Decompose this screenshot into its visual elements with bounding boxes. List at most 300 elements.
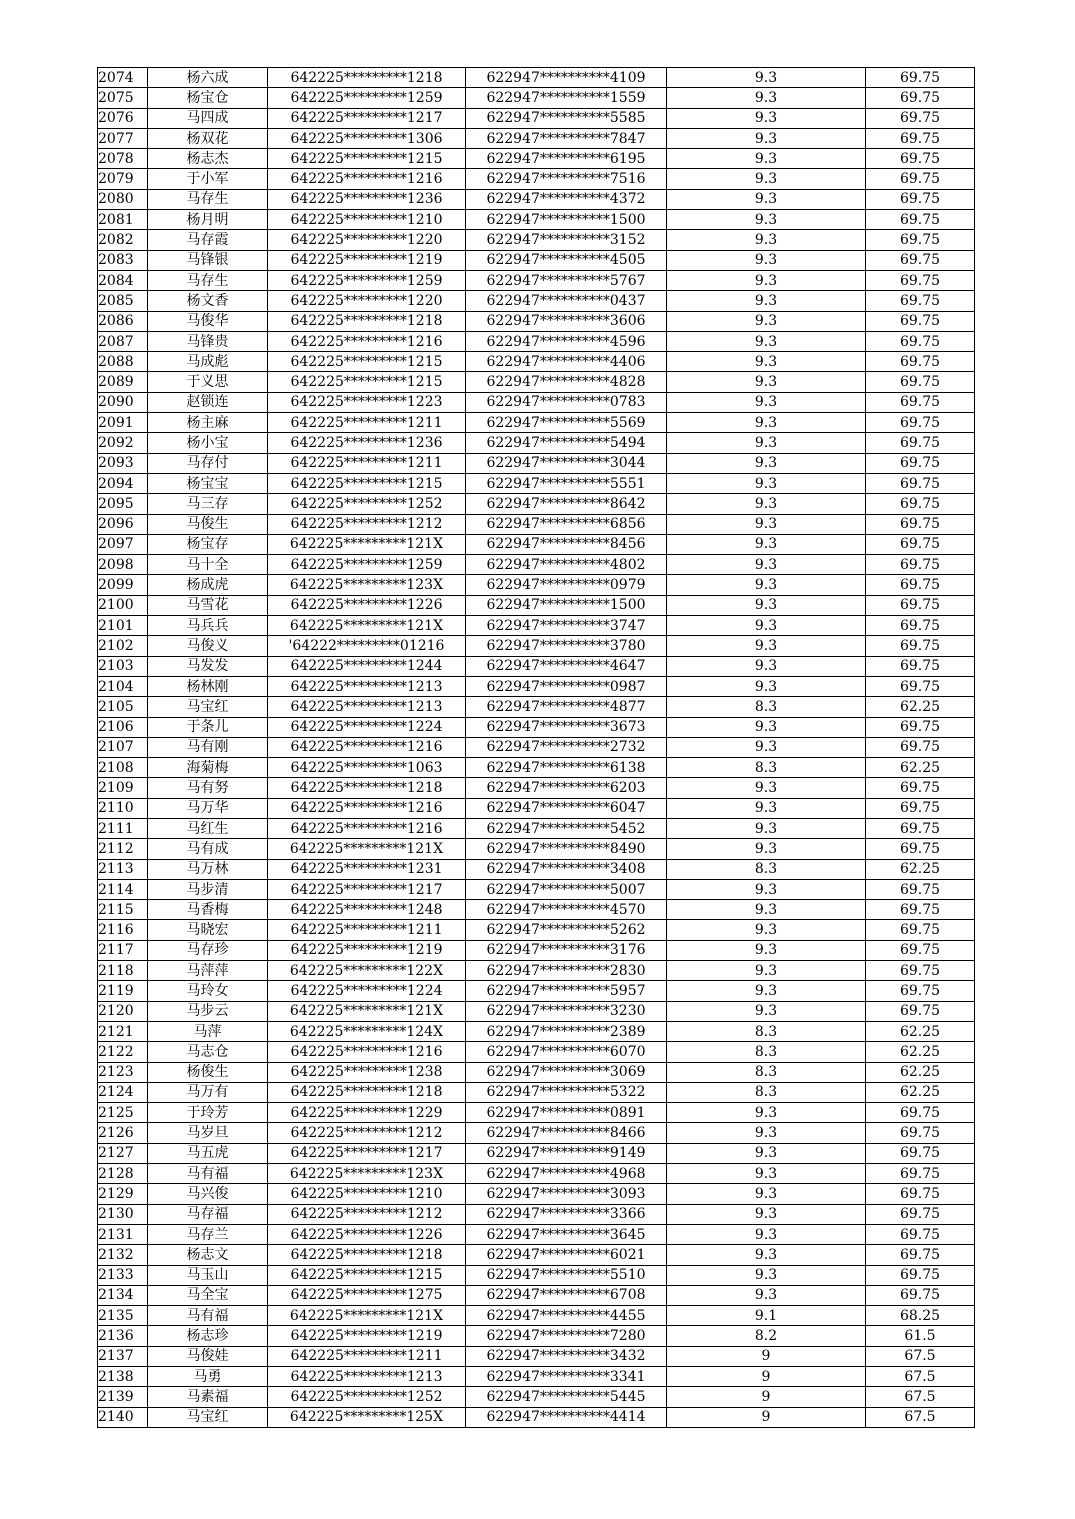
area-value: 9.3 [667,1285,866,1305]
row-number: 2097 [98,534,148,554]
area-value: 8.3 [667,1021,866,1041]
row-number: 2090 [98,392,148,412]
bank-account: 622947**********0437 [466,291,667,311]
table-row [98,859,975,879]
person-name: 马萍萍 [148,961,268,981]
amount-value: 69.75 [866,149,975,169]
person-name: 马晓宏 [148,920,268,940]
row-number: 2103 [98,656,148,676]
id-number: 642225*********1215 [268,352,466,372]
amount-value: 69.75 [866,352,975,372]
amount-value: 61.5 [866,1326,975,1346]
id-number: 642225*********1217 [268,879,466,899]
amount-value: 69.75 [866,920,975,940]
area-value: 9.3 [667,1164,866,1184]
table-row [98,656,975,676]
table-row [98,940,975,960]
table-row [98,961,975,981]
person-name: 杨宝仓 [148,88,268,108]
table-row [98,737,975,757]
bank-account: 622947**********5569 [466,413,667,433]
table-row [98,534,975,554]
person-name: 马存生 [148,270,268,290]
table-row [98,311,975,331]
bank-account: 622947**********6856 [466,514,667,534]
bank-account: 622947**********5767 [466,270,667,290]
id-number: 642225*********123X [268,1164,466,1184]
bank-account: 622947**********8642 [466,494,667,514]
person-name: 杨主麻 [148,413,268,433]
amount-value: 69.75 [866,1204,975,1224]
table-row [98,1164,975,1184]
amount-value: 69.75 [866,169,975,189]
bank-account: 622947**********5494 [466,433,667,453]
table-row [98,1184,975,1204]
table-row [98,1042,975,1062]
table-row [98,270,975,290]
bank-account: 622947**********0979 [466,575,667,595]
table-row [98,128,975,148]
table-row [98,636,975,656]
table-row [98,717,975,737]
person-name: 马存霞 [148,230,268,250]
table-row [98,1285,975,1305]
area-value: 9.3 [667,1245,866,1265]
bank-account: 622947**********6203 [466,778,667,798]
row-number: 2087 [98,331,148,351]
area-value: 9.3 [667,1123,866,1143]
person-name: 杨文香 [148,291,268,311]
area-value: 9.3 [667,636,866,656]
row-number: 2105 [98,697,148,717]
amount-value: 69.75 [866,1285,975,1305]
amount-value: 69.75 [866,575,975,595]
area-value: 9.3 [667,372,866,392]
id-number: 642225*********1217 [268,1143,466,1163]
amount-value: 69.75 [866,798,975,818]
id-number: 642225*********1224 [268,981,466,1001]
area-value: 9.3 [667,514,866,534]
bank-account: 622947**********0987 [466,676,667,696]
person-name: 马勇 [148,1367,268,1387]
person-name: 马存珍 [148,940,268,960]
row-number: 2109 [98,778,148,798]
bank-account: 622947**********0783 [466,392,667,412]
person-name: 马有成 [148,839,268,859]
id-number: 642225*********1259 [268,88,466,108]
id-number: 642225*********1231 [268,859,466,879]
amount-value: 69.75 [866,1143,975,1163]
area-value: 9.3 [667,676,866,696]
row-number: 2077 [98,128,148,148]
row-number: 2086 [98,311,148,331]
area-value: 9.3 [667,169,866,189]
bank-account: 622947**********1559 [466,88,667,108]
bank-account: 622947**********5322 [466,1082,667,1102]
row-number: 2075 [98,88,148,108]
amount-value: 69.75 [866,372,975,392]
table-row [98,250,975,270]
amount-value: 69.75 [866,128,975,148]
id-number: 642225*********122X [268,961,466,981]
amount-value: 69.75 [866,311,975,331]
bank-account: 622947**********5585 [466,108,667,128]
id-number: 642225*********1213 [268,697,466,717]
id-number: 642225*********1210 [268,210,466,230]
row-number: 2118 [98,961,148,981]
person-name: 马宝红 [148,697,268,717]
id-number: 642225*********1226 [268,1224,466,1244]
row-number: 2104 [98,676,148,696]
row-number: 2116 [98,920,148,940]
amount-value: 69.75 [866,981,975,1001]
row-number: 2094 [98,473,148,493]
id-number: 642225*********1215 [268,372,466,392]
id-number: 642225*********1306 [268,128,466,148]
bank-account: 622947**********3673 [466,717,667,737]
row-number: 2130 [98,1204,148,1224]
area-value: 9.3 [667,473,866,493]
amount-value: 69.75 [866,88,975,108]
id-number: 642225*********1226 [268,595,466,615]
bank-account: 622947**********2732 [466,737,667,757]
row-number: 2127 [98,1143,148,1163]
row-number: 2085 [98,291,148,311]
amount-value: 62.25 [866,1042,975,1062]
amount-value: 69.75 [866,1184,975,1204]
area-value: 9.3 [667,331,866,351]
id-number: 642225*********1259 [268,555,466,575]
id-number: 642225*********1275 [268,1285,466,1305]
row-number: 2113 [98,859,148,879]
row-number: 2115 [98,900,148,920]
table-row [98,433,975,453]
amount-value: 69.75 [866,1164,975,1184]
id-number: 642225*********1229 [268,1103,466,1123]
id-number: 642225*********1212 [268,514,466,534]
amount-value: 69.75 [866,433,975,453]
bank-account: 622947**********4505 [466,250,667,270]
amount-value: 62.25 [866,1021,975,1041]
person-name: 马俊娃 [148,1346,268,1366]
table-row [98,697,975,717]
row-number: 2128 [98,1164,148,1184]
bank-account: 622947**********6138 [466,758,667,778]
person-name: 马志仓 [148,1042,268,1062]
table-row [98,210,975,230]
person-name: 马锋贵 [148,331,268,351]
id-number: 642225*********1218 [268,1245,466,1265]
area-value: 9.3 [667,1204,866,1224]
amount-value: 69.75 [866,1265,975,1285]
id-number: 642225*********1224 [268,717,466,737]
area-value: 9 [667,1367,866,1387]
amount-value: 69.75 [866,879,975,899]
id-number: 642225*********1236 [268,189,466,209]
row-number: 2123 [98,1062,148,1082]
id-number: 642225*********1217 [268,108,466,128]
area-value: 9.3 [667,717,866,737]
table-row [98,1367,975,1387]
table-row [98,169,975,189]
id-number: 642225*********125X [268,1407,466,1427]
bank-account: 622947**********8456 [466,534,667,554]
area-value: 9.3 [667,352,866,372]
person-name: 马发发 [148,656,268,676]
person-name: 杨月明 [148,210,268,230]
amount-value: 69.75 [866,1103,975,1123]
bank-account: 622947**********4372 [466,189,667,209]
bank-account: 622947**********8490 [466,839,667,859]
amount-value: 69.75 [866,1224,975,1244]
amount-value: 67.5 [866,1407,975,1427]
amount-value: 69.75 [866,900,975,920]
amount-value: 69.75 [866,656,975,676]
amount-value: 69.75 [866,778,975,798]
area-value: 9.3 [667,270,866,290]
bank-account: 622947**********3432 [466,1346,667,1366]
table-row [98,291,975,311]
row-number: 2083 [98,250,148,270]
bank-account: 622947**********4596 [466,331,667,351]
amount-value: 69.75 [866,473,975,493]
person-name: 马有刚 [148,737,268,757]
bank-account: 622947**********3044 [466,453,667,473]
area-value: 9.3 [667,1265,866,1285]
id-number: 642225*********1216 [268,169,466,189]
area-value: 9.3 [667,940,866,960]
row-number: 2126 [98,1123,148,1143]
amount-value: 69.75 [866,270,975,290]
area-value: 9.3 [667,210,866,230]
row-number: 2079 [98,169,148,189]
person-name: 赵锁连 [148,392,268,412]
table-row [98,1103,975,1123]
bank-account: 622947**********4570 [466,900,667,920]
amount-value: 67.5 [866,1387,975,1407]
row-number: 2114 [98,879,148,899]
area-value: 9.1 [667,1306,866,1326]
bank-account: 622947**********3230 [466,1001,667,1021]
table-row [98,1001,975,1021]
person-name: 马俊义 [148,636,268,656]
area-value: 9.3 [667,920,866,940]
amount-value: 69.75 [866,940,975,960]
roster-body [98,68,975,1428]
row-number: 2078 [98,149,148,169]
person-name: 马锋银 [148,250,268,270]
bank-account: 622947**********5007 [466,879,667,899]
id-number: 642225*********121X [268,839,466,859]
bank-account: 622947**********6070 [466,1042,667,1062]
person-name: 马五虎 [148,1143,268,1163]
area-value: 9.3 [667,453,866,473]
area-value: 9.3 [667,88,866,108]
area-value: 9.3 [667,1143,866,1163]
table-row [98,758,975,778]
row-number: 2112 [98,839,148,859]
amount-value: 62.25 [866,697,975,717]
id-number: 642225*********1216 [268,331,466,351]
row-number: 2121 [98,1021,148,1041]
amount-value: 67.5 [866,1367,975,1387]
area-value: 9.3 [667,494,866,514]
person-name: 杨小宝 [148,433,268,453]
area-value: 9.3 [667,1184,866,1204]
bank-account: 622947**********4828 [466,372,667,392]
id-number: 642225*********1215 [268,1265,466,1285]
bank-account: 622947**********8466 [466,1123,667,1143]
row-number: 2089 [98,372,148,392]
person-name: 马红生 [148,818,268,838]
bank-account: 622947**********3780 [466,636,667,656]
table-row [98,108,975,128]
amount-value: 69.75 [866,1245,975,1265]
person-name: 马存付 [148,453,268,473]
person-name: 杨宝存 [148,534,268,554]
person-name: 杨志文 [148,1245,268,1265]
person-name: 杨志杰 [148,149,268,169]
person-name: 马玉山 [148,1265,268,1285]
amount-value: 69.75 [866,514,975,534]
id-number: 642225*********1211 [268,1346,466,1366]
amount-value: 62.25 [866,1062,975,1082]
amount-value: 62.25 [866,1082,975,1102]
amount-value: 69.75 [866,636,975,656]
person-name: 马宝红 [148,1407,268,1427]
area-value: 9.3 [667,1103,866,1123]
bank-account: 622947**********4455 [466,1306,667,1326]
bank-account: 622947**********5510 [466,1265,667,1285]
row-number: 2096 [98,514,148,534]
person-name: 马有福 [148,1306,268,1326]
area-value: 9.3 [667,1224,866,1244]
area-value: 9.3 [667,250,866,270]
row-number: 2134 [98,1285,148,1305]
table-row [98,1204,975,1224]
row-number: 2122 [98,1042,148,1062]
area-value: 9.3 [667,879,866,899]
row-number: 2140 [98,1407,148,1427]
amount-value: 69.75 [866,818,975,838]
person-name: 马有福 [148,1164,268,1184]
row-number: 2120 [98,1001,148,1021]
table-row [98,839,975,859]
id-number: '64222*********01216 [268,636,466,656]
table-row [98,798,975,818]
bank-account: 622947**********3747 [466,616,667,636]
area-value: 9.3 [667,839,866,859]
bank-account: 622947**********4647 [466,656,667,676]
table-row [98,555,975,575]
row-number: 2082 [98,230,148,250]
amount-value: 69.75 [866,555,975,575]
amount-value: 69.75 [866,534,975,554]
person-name: 马十全 [148,555,268,575]
id-number: 642225*********121X [268,534,466,554]
table-row [98,1306,975,1326]
id-number: 642225*********123X [268,575,466,595]
person-name: 马步云 [148,1001,268,1021]
id-number: 642225*********1248 [268,900,466,920]
bank-account: 622947**********3341 [466,1367,667,1387]
amount-value: 69.75 [866,453,975,473]
bank-account: 622947**********5551 [466,473,667,493]
area-value: 9 [667,1387,866,1407]
id-number: 642225*********1215 [268,149,466,169]
bank-account: 622947**********6195 [466,149,667,169]
amount-value: 69.75 [866,1001,975,1021]
bank-account: 622947**********5957 [466,981,667,1001]
id-number: 642225*********1211 [268,453,466,473]
person-name: 马兴俊 [148,1184,268,1204]
table-row [98,1062,975,1082]
table-row [98,473,975,493]
amount-value: 69.75 [866,839,975,859]
row-number: 2107 [98,737,148,757]
area-value: 8.3 [667,758,866,778]
row-number: 2136 [98,1326,148,1346]
area-value: 9 [667,1346,866,1366]
amount-value: 69.75 [866,413,975,433]
table-row [98,230,975,250]
amount-value: 69.75 [866,676,975,696]
row-number: 2076 [98,108,148,128]
person-name: 马素福 [148,1387,268,1407]
amount-value: 69.75 [866,189,975,209]
row-number: 2074 [98,68,148,88]
person-name: 马四成 [148,108,268,128]
bank-account: 622947**********6708 [466,1285,667,1305]
bank-account: 622947**********4414 [466,1407,667,1427]
table-row [98,494,975,514]
id-number: 642225*********1252 [268,1387,466,1407]
id-number: 642225*********1219 [268,940,466,960]
amount-value: 69.75 [866,392,975,412]
area-value: 9.3 [667,961,866,981]
person-name: 马存福 [148,1204,268,1224]
area-value: 8.3 [667,1062,866,1082]
person-name: 马兵兵 [148,616,268,636]
row-number: 2133 [98,1265,148,1285]
bank-account: 622947**********3152 [466,230,667,250]
row-number: 2131 [98,1224,148,1244]
area-value: 9.3 [667,68,866,88]
subsidy-roster-table [97,67,975,1428]
id-number: 642225*********1220 [268,230,466,250]
bank-account: 622947**********2830 [466,961,667,981]
id-number: 642225*********1213 [268,676,466,696]
id-number: 642225*********1220 [268,291,466,311]
row-number: 2093 [98,453,148,473]
table-row [98,372,975,392]
id-number: 642225*********1063 [268,758,466,778]
id-number: 642225*********1216 [268,798,466,818]
area-value: 9.3 [667,616,866,636]
amount-value: 69.75 [866,230,975,250]
id-number: 642225*********124X [268,1021,466,1041]
amount-value: 69.75 [866,717,975,737]
table-row [98,331,975,351]
amount-value: 69.75 [866,108,975,128]
bank-account: 622947**********3093 [466,1184,667,1204]
id-number: 642225*********1219 [268,250,466,270]
amount-value: 69.75 [866,494,975,514]
table-row [98,1123,975,1143]
area-value: 9.3 [667,291,866,311]
person-name: 杨俊生 [148,1062,268,1082]
person-name: 马万华 [148,798,268,818]
